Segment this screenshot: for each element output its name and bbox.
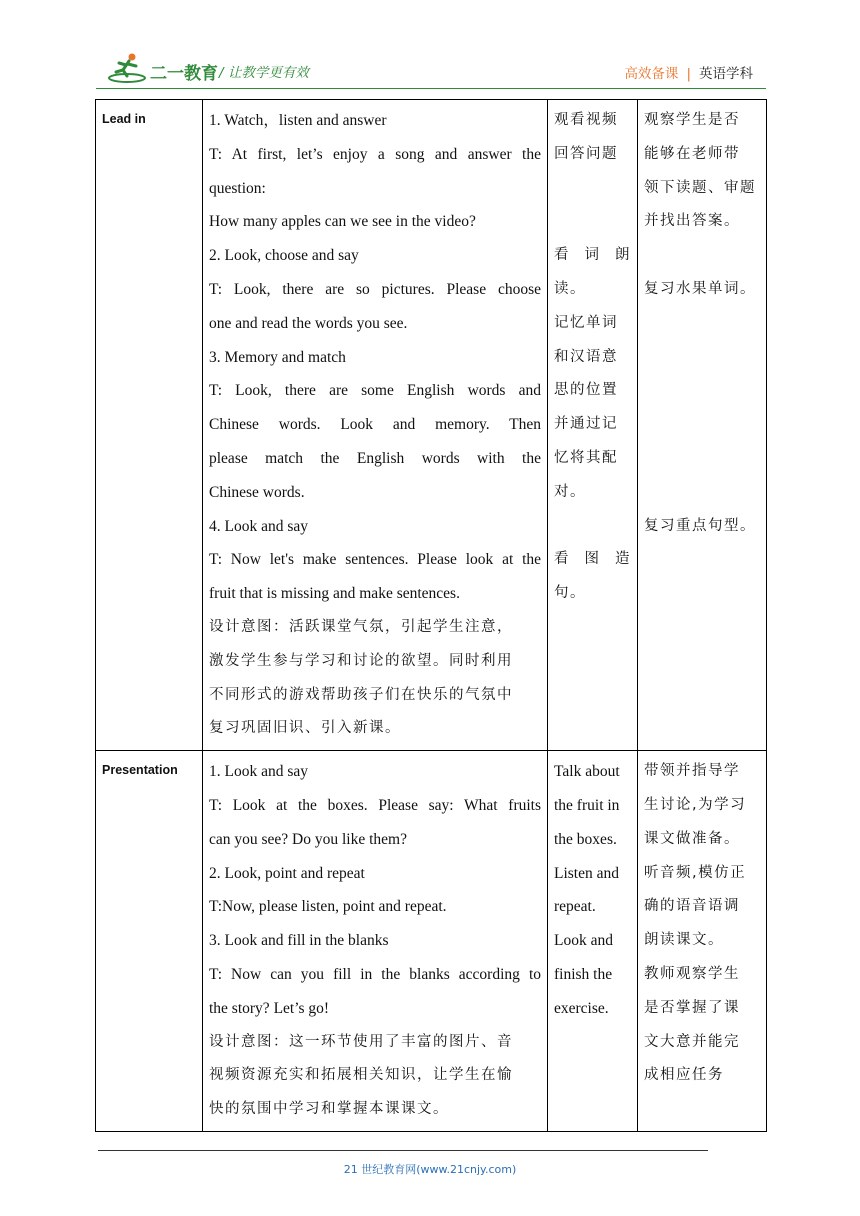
content-line: Chinese words. xyxy=(209,483,305,501)
student-line: Listen and xyxy=(554,864,619,882)
purpose-line xyxy=(644,442,760,476)
content-line: T: Now let's make sentences. Please look at the xyxy=(209,551,541,569)
student-line xyxy=(554,510,631,544)
content-line: T: Look, there are so pictures. Please choose xyxy=(209,280,541,298)
design-intent-line: 设计意图：活跃课堂气氛，引起学生注意， xyxy=(209,618,513,635)
purpose-line: 是否掌握了课 xyxy=(644,999,740,1016)
footer-divider xyxy=(98,1150,708,1151)
header-tag-prep: 高效备课 xyxy=(624,66,679,82)
student-line: 回答问题 xyxy=(554,145,618,162)
stage-cell: Presentation xyxy=(96,751,203,1132)
purpose-line: 教师观察学生 xyxy=(644,965,740,982)
design-intent-line: 复习巩固旧识、引入新课。 xyxy=(209,720,401,737)
brand-name: 二一教育 xyxy=(150,64,218,84)
purpose-cell xyxy=(638,100,767,751)
student-activity-cell xyxy=(548,751,638,1132)
student-line: 读。 xyxy=(554,280,586,297)
header-tag-subject: 英语学科 xyxy=(699,66,753,82)
purpose-line: 听音频,模仿正 xyxy=(644,864,747,881)
purpose-line: 领下读题、审题 xyxy=(644,179,756,196)
content-line: question: xyxy=(209,179,266,197)
student-line: 记忆单词 xyxy=(554,314,618,331)
purpose-line xyxy=(644,239,760,273)
content-line: please match the English words with the xyxy=(209,449,541,467)
table-row-lead-in xyxy=(96,100,767,751)
student-line: 和汉语意 xyxy=(554,348,618,365)
design-intent-line: 不同形式的游戏帮助孩子们在快乐的气氛中 xyxy=(209,686,513,703)
content-line: T: Now can you fill in the blanks according to xyxy=(209,965,541,983)
student-line: finish the xyxy=(554,965,613,983)
student-line xyxy=(554,205,631,239)
content-line: How many apples can we see in the video? xyxy=(209,213,476,231)
footer-link[interactable]: 21 世纪教育网(www.21cnjy.com) xyxy=(343,1163,517,1176)
page-header xyxy=(0,0,860,90)
purpose-line: 文大意并能完 xyxy=(644,1033,740,1050)
design-intent-line: 激发学生参与学习和讨论的欲望。同时利用 xyxy=(209,652,513,669)
student-activity-cell xyxy=(548,100,638,751)
content-line: 1. Watch，listen and answer xyxy=(209,112,387,129)
header-subject xyxy=(624,62,753,82)
purpose-line: 生讨论,为学习 xyxy=(644,796,747,813)
purpose-line: 复习重点句型。 xyxy=(644,517,756,534)
runner-logo-icon xyxy=(107,52,147,84)
purpose-line xyxy=(644,408,760,442)
design-intent-line: 设计意图：这一环节使用了丰富的图片、音 xyxy=(209,1033,513,1050)
purpose-line: 成相应任务 xyxy=(644,1067,724,1084)
header-divider xyxy=(96,88,766,89)
content-line: 2. Look, choose and say xyxy=(209,247,359,265)
content-line: one and read the words you see. xyxy=(209,314,408,332)
student-line: 看 词 朗 xyxy=(554,247,631,264)
purpose-line: 课文做准备。 xyxy=(644,830,740,847)
design-intent-line: 快的氛围中学习和掌握本课课文。 xyxy=(209,1101,449,1118)
content-line: 1. Look and say xyxy=(209,763,309,781)
content-line: the story? Let’s go! xyxy=(209,999,330,1017)
purpose-line: 复习水果单词。 xyxy=(644,280,756,297)
content-line: 4. Look and say xyxy=(209,517,309,535)
student-line: 并通过记 xyxy=(554,416,618,433)
purpose-line: 并找出答案。 xyxy=(644,213,740,230)
purpose-line: 确的语音语调 xyxy=(644,898,740,915)
purpose-line: 朗读课文。 xyxy=(644,932,724,949)
content-line: T: At first, let’s enjoy a song and answer the xyxy=(209,145,541,163)
stage-cell: Lead in xyxy=(96,100,203,751)
content-line: T: Look, there are some English words and xyxy=(209,382,541,400)
student-line: the boxes. xyxy=(554,830,617,848)
content-line: fruit that is missing and make sentences. xyxy=(209,585,460,603)
header-separator: | xyxy=(686,66,691,82)
table-row-presentation xyxy=(96,751,767,1132)
student-line: 句。 xyxy=(554,585,586,602)
purpose-line: 能够在老师带 xyxy=(644,145,740,162)
student-line: repeat. xyxy=(554,898,596,916)
purpose-line xyxy=(644,476,760,510)
purpose-line xyxy=(644,307,760,341)
content-cell xyxy=(203,751,548,1132)
content-line: can you see? Do you like them? xyxy=(209,830,407,848)
content-line: 3. Look and fill in the blanks xyxy=(209,932,389,950)
content-line: Chinese words. Look and memory. Then xyxy=(209,416,541,434)
lesson-table xyxy=(95,99,767,1132)
purpose-cell xyxy=(638,751,767,1132)
brand-slogan: / 让教学更有效 xyxy=(219,65,309,81)
content-line: 3. Memory and match xyxy=(209,348,346,366)
purpose-line xyxy=(644,374,760,408)
purpose-line xyxy=(644,341,760,375)
content-cell xyxy=(203,100,548,751)
student-line: 思的位置 xyxy=(554,382,618,399)
student-line: 观看视频 xyxy=(554,112,618,128)
student-line: 对。 xyxy=(554,483,586,500)
purpose-line: 带领并指导学 xyxy=(644,763,740,780)
student-line: 忆将其配 xyxy=(554,449,618,466)
student-line: Look and xyxy=(554,932,613,950)
content-line: 2. Look, point and repeat xyxy=(209,864,365,882)
design-intent-line: 视频资源充实和拓展相关知识，让学生在愉 xyxy=(209,1067,513,1084)
student-line: the fruit in xyxy=(554,796,620,814)
content-line: T: Look at the boxes. Please say: What fruits xyxy=(209,796,541,814)
student-line: exercise. xyxy=(554,999,609,1017)
content-line: T:Now, please listen, point and repeat. xyxy=(209,898,447,916)
student-line: 看 图 造 xyxy=(554,551,631,568)
student-line xyxy=(554,172,631,206)
purpose-line: 观察学生是否 xyxy=(644,112,740,128)
student-line: Talk about xyxy=(554,763,620,781)
